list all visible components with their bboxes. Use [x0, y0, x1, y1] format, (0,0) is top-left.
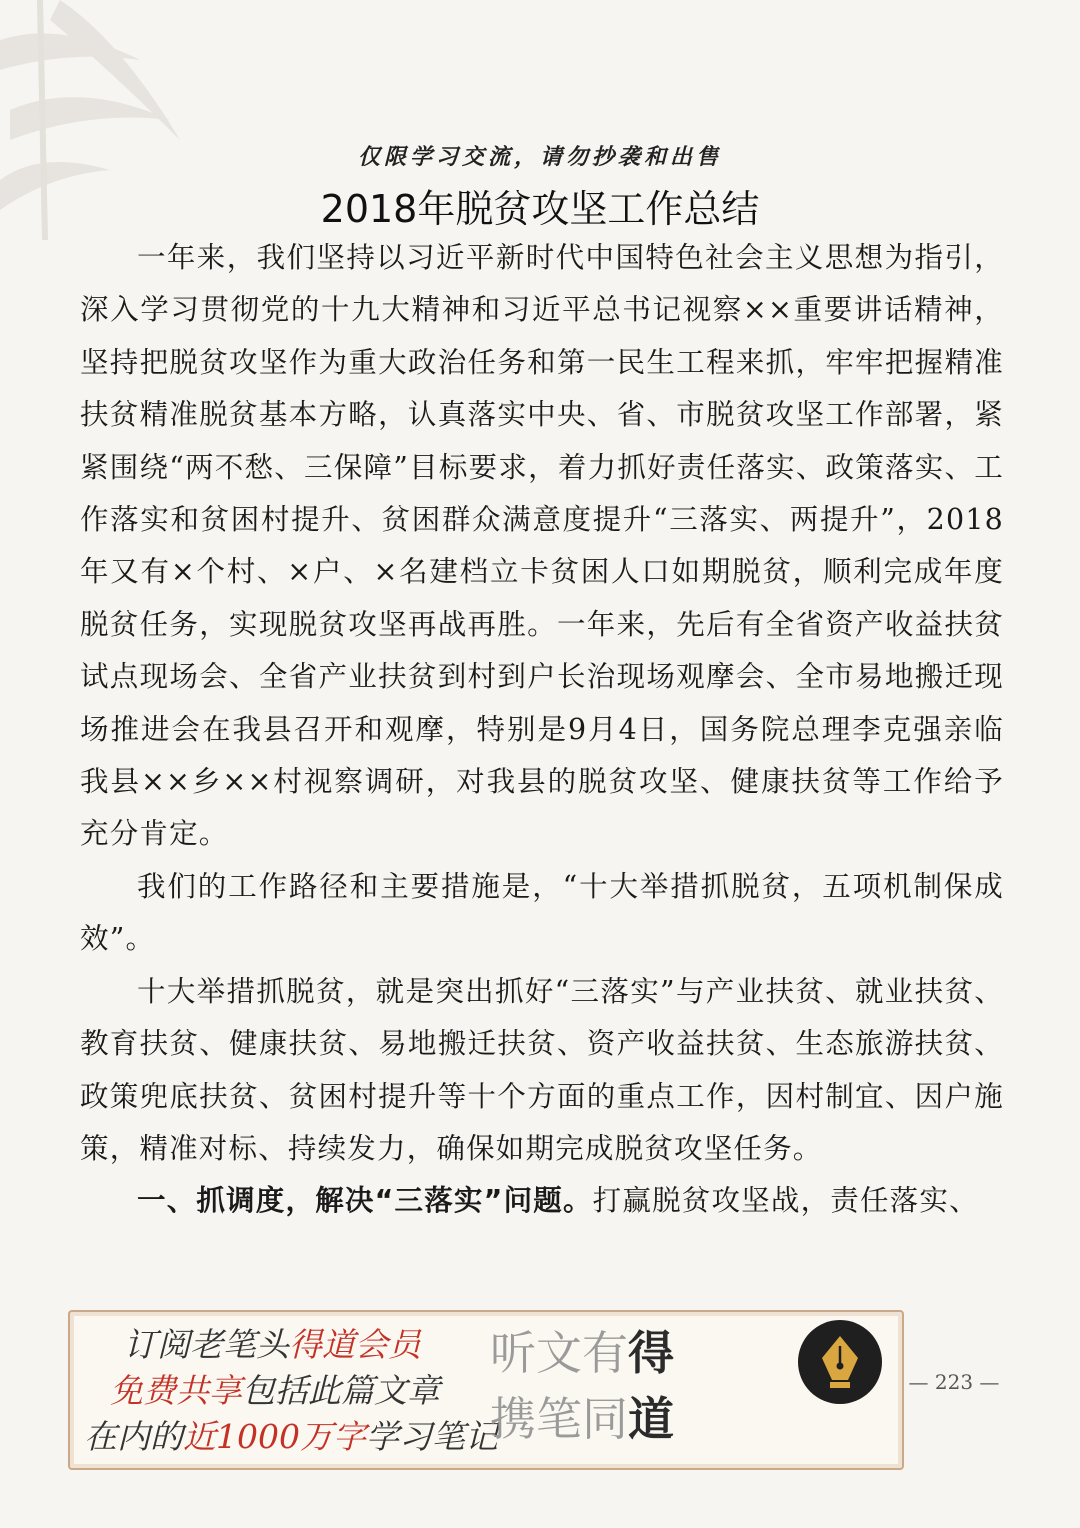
slogan-2-light: 携笔同	[490, 1392, 628, 1446]
copyright-notice: 仅限学习交流，请勿抄袭和出售	[357, 144, 722, 170]
slogan-1-dark: 得	[628, 1326, 674, 1380]
page-title: 2018年脱贫攻坚工作总结	[320, 187, 760, 231]
banner-slogan	[490, 1320, 790, 1452]
banner-text	[84, 1322, 524, 1460]
paragraph-1: 一年来，我们坚持以习近平新时代中国特色社会主义思想为指引，深入学习贯彻党的十九大精神和习近平总书记视察××重要讲话精神，坚持把脱贫攻坚作为重大政治任务和第一民生工程来抓，牢牢把握精准扶贫精准脱贫基本方略，认真落实中央、省、市脱贫攻坚工作部署，紧紧围绕“两不愁、三保障”目标要求，着力抓好责任落实、政策落实、工作落实和贫困村提升、贫困群众满意度提升“三落实、两提升”，2018年又有×个村、×户、×名建档立卡贫困人口如期脱贫，顺利完成年度脱贫任务，实现脱贫攻坚再战再胜。一年来，先后有全省资产收益扶贫试点现场会、全省产业扶贫到村到户长治现场观摩会、全市易地搬迁现场推进会在我县召开和观摩，特别是9月4日，国务院总理李克强亲临我县××乡××村视察调研，对我县的脱贫攻坚、健康扶贫等工作给予充分肯定。	[80, 241, 1004, 851]
page-number: — 223 —	[908, 1370, 1000, 1394]
paragraph-2: 我们的工作路径和主要措施是，“十大举措抓脱贫，五项机制保成效”。	[80, 869, 1004, 956]
paragraph-4-text: 打赢脱贫攻坚战，责任落实、	[592, 1184, 979, 1218]
banner-line-1-text: 订阅老笔头	[124, 1325, 289, 1364]
paragraph-3: 十大举措抓脱贫，就是突出抓好“三落实”与产业扶贫、就业扶贫、教育扶贫、健康扶贫、易地搬迁扶贫、资产收益扶贫、生态旅游扶贫、政策兜底扶贫、贫困村提升等十个方面的重点工作，因村制宜、因户施策，精准对标、持续发力，确保如期完成脱贫攻坚任务。	[80, 974, 1004, 1165]
paragraph-4	[80, 1175, 1004, 1227]
slogan-2-dark: 道	[628, 1392, 674, 1446]
banner-wordcount-text: 近1000万字	[183, 1417, 366, 1456]
banner-line-1	[84, 1322, 524, 1368]
banner-line-2-text: 包括此篇文章	[242, 1371, 440, 1410]
slogan-line-1	[490, 1320, 790, 1386]
slogan-1-light: 听文有	[490, 1326, 628, 1380]
fountain-pen-nib-icon	[798, 1320, 882, 1404]
subscription-banner[interactable]	[68, 1310, 904, 1470]
document-body	[80, 232, 1004, 1228]
section-heading: 一、抓调度，解决“三落实”问题。	[137, 1184, 593, 1218]
banner-line-3	[84, 1414, 524, 1460]
banner-line-3-text-c: 学习笔记	[365, 1417, 498, 1456]
banner-free-text: 免费共享	[110, 1371, 242, 1410]
banner-membership-text: 得道会员	[289, 1325, 421, 1364]
banner-line-2	[84, 1368, 524, 1414]
banner-line-3-text-a: 在内的	[84, 1417, 183, 1456]
slogan-line-2	[490, 1386, 790, 1452]
